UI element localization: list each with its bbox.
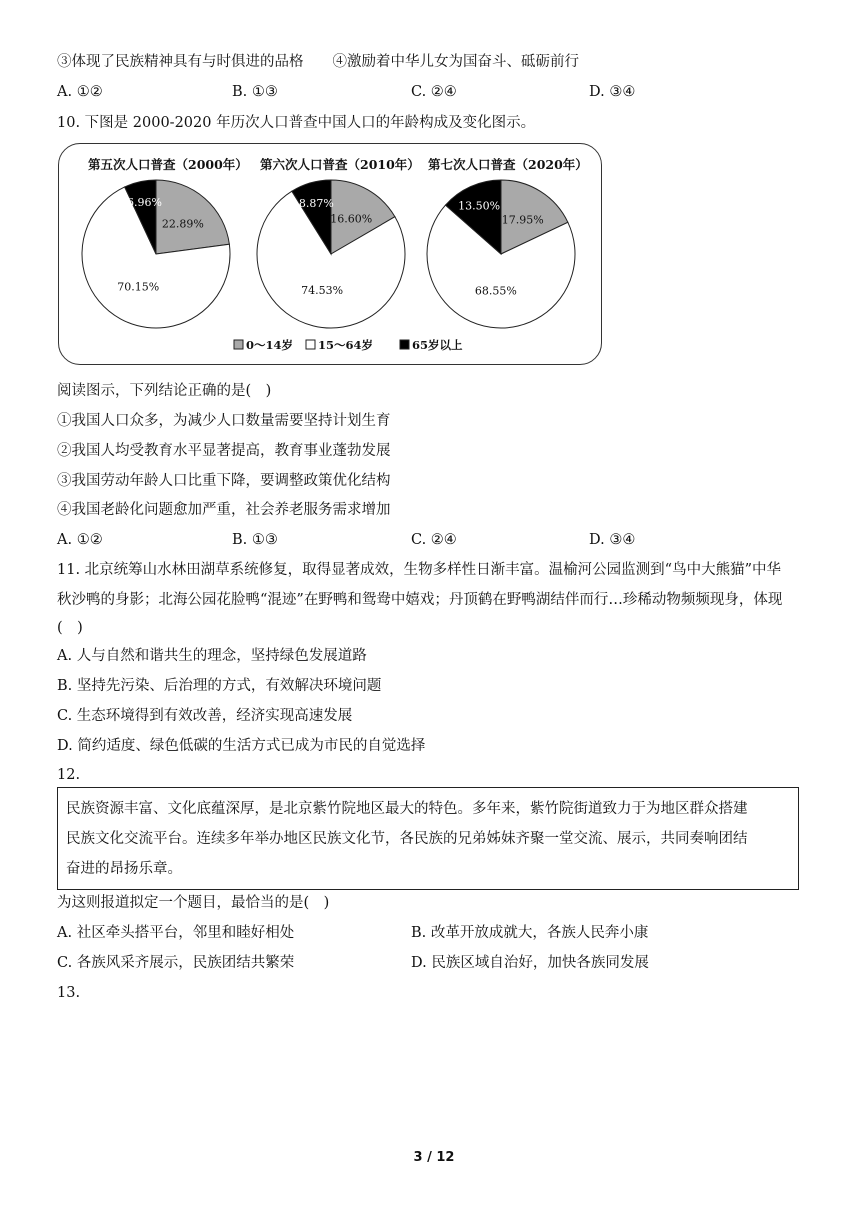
q11-option-c[interactable]: C. 生态环境得到有效改善，经济实现高速发展 — [57, 708, 353, 724]
pie-label-3-age-0-14: 17.95% — [501, 213, 544, 227]
pie-label-2-age-15-64: 74.53% — [301, 283, 344, 297]
pie-label-1-age-15-64: 70.15% — [117, 280, 160, 294]
pie-label-2-age-65-plus: 8.87% — [298, 196, 334, 210]
population-pie-charts — [58, 143, 602, 365]
pie-title-1: 第五次人口普查（2000年） — [88, 157, 248, 172]
q12-passage-box — [57, 787, 799, 890]
q12-question: 为这则报道拟定一个题目，最恰当的是( ) — [57, 895, 330, 911]
q9-item-line: ③体现了民族精神具有与时俱进的品格 ④激励着中华儿女为国奋斗、砥砺前行 — [57, 54, 579, 70]
q10-stem: 10. 下图是 2000-2020 年历次人口普查中国人口的年龄构成及变化图示。 — [57, 115, 536, 131]
q10-option-c[interactable]: C. ②④ — [411, 532, 457, 548]
q10-option-a[interactable]: A. ①② — [57, 532, 103, 548]
q10-item-3: ③我国劳动年龄人口比重下降，要调整政策优化结构 — [57, 473, 391, 489]
pie-label-1-age-65-plus: 6.96% — [126, 195, 162, 209]
q12-option-a[interactable]: A. 社区牵头搭平台，邻里和睦好相处 — [57, 925, 295, 941]
q12-passage-line-3: 奋进的昂扬乐章。 — [66, 861, 182, 877]
q11-option-d[interactable]: D. 简约适度、绿色低碳的生活方式已成为市民的自觉选择 — [57, 738, 426, 754]
q10-question: 阅读图示，下列结论正确的是( ) — [57, 383, 272, 399]
q12-option-d[interactable]: D. 民族区域自治好，加快各族同发展 — [411, 955, 649, 971]
q11-stem-line-1: 11. 北京统筹山水林田湖草系统修复，取得显著成效，生物多样性日渐丰富。温榆河公园监测到“鸟中大熊猫”中华 — [57, 562, 781, 578]
legend-swatch-age-0-14 — [234, 340, 243, 349]
legend-label-age-65-plus: 65岁以上 — [412, 338, 463, 352]
q12-option-c[interactable]: C. 各族风采齐展示，民族团结共繁荣 — [57, 955, 295, 971]
page-number: 3 / 12 — [413, 1150, 455, 1165]
q10-option-b[interactable]: B. ①③ — [232, 532, 278, 548]
legend-label-age-15-64: 15～64岁 — [318, 338, 374, 352]
q12-passage-line-2: 民族文化交流平台。连续多年举办地区民族文化节，各民族的兄弟姊妹齐聚一堂交流、展示，共同奏响团结 — [66, 831, 748, 847]
legend-label-age-0-14: 0～14岁 — [246, 338, 294, 352]
pie-title-2: 第六次人口普查（2010年） — [260, 157, 420, 172]
pie-label-3-age-65-plus: 13.50% — [458, 199, 501, 213]
q13-number: 13. — [57, 985, 81, 1001]
q10-item-2: ②我国人均受教育水平显著提高，教育事业蓬勃发展 — [57, 443, 391, 459]
legend-swatch-age-15-64 — [306, 340, 315, 349]
q12-option-b[interactable]: B. 改革开放成就大，各族人民奔小康 — [411, 925, 649, 941]
q9-option-d[interactable]: D. ③④ — [589, 84, 636, 100]
q11-stem-line-2: 秋沙鸭的身影；北海公园花脸鸭“混迹”在野鸭和鸳鸯中嬉戏；丹顶鹤在野鸭湖结伴而行…珍稀动物频频现身，体现 — [57, 592, 783, 608]
q11-option-a[interactable]: A. 人与自然和谐共生的理念，坚持绿色发展道路 — [57, 648, 367, 664]
q11-option-b[interactable]: B. 坚持先污染、后治理的方式，有效解决环境问题 — [57, 678, 382, 694]
pie-title-3: 第七次人口普查（2020年） — [428, 157, 588, 172]
pie-label-1-age-0-14: 22.89% — [161, 217, 204, 231]
q10-option-d[interactable]: D. ③④ — [589, 532, 636, 548]
q12-number: 12. — [57, 767, 81, 783]
q10-item-4: ④我国老龄化问题愈加严重，社会养老服务需求增加 — [57, 502, 391, 518]
pie-label-3-age-15-64: 68.55% — [474, 284, 517, 298]
q9-option-b[interactable]: B. ①③ — [232, 84, 278, 100]
q10-item-1: ①我国人口众多，为减少人口数量需要坚持计划生育 — [57, 413, 391, 429]
q9-option-a[interactable]: A. ①② — [57, 84, 103, 100]
pie-label-2-age-0-14: 16.60% — [330, 212, 373, 226]
q11-blank: ( ) — [57, 620, 83, 636]
q9-option-c[interactable]: C. ②④ — [411, 84, 457, 100]
legend-swatch-age-65-plus — [400, 340, 409, 349]
q12-passage-line-1: 民族资源丰富、文化底蕴深厚，是北京紫竹院地区最大的特色。多年来，紫竹院街道致力于为地区群众搭建 — [66, 801, 748, 817]
